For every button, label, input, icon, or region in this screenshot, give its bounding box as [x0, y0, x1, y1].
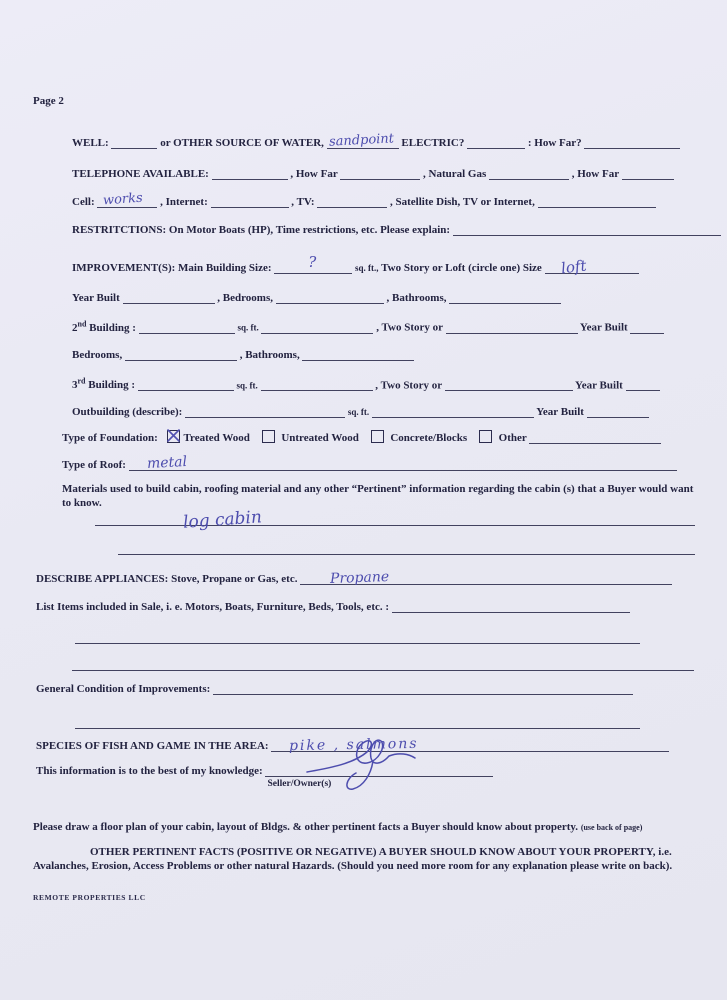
- building2-sqft-label: sq. ft.: [237, 322, 259, 333]
- building2-twostory-input[interactable]: [446, 320, 578, 334]
- continuation-line-3: [75, 715, 697, 731]
- knowledge-label: This information is to the best of my knowledge:: [36, 765, 263, 778]
- bedrooms2-input[interactable]: [125, 347, 237, 361]
- untreated-wood-label: Untreated Wood: [281, 432, 359, 445]
- outbuilding-sqft-input[interactable]: [372, 404, 534, 418]
- page-number: [33, 93, 697, 109]
- year-built-label: Year Built: [72, 292, 120, 304]
- building2-line: [72, 316, 697, 336]
- outbuilding-yearbuilt-label: Year Built: [536, 406, 584, 419]
- materials-input[interactable]: [95, 507, 695, 534]
- building3-twostory-input[interactable]: [445, 377, 573, 391]
- materials-paragraph: [62, 483, 695, 510]
- building2-ordinal: nd: [77, 319, 87, 328]
- electric-label: ELECTRIC?: [401, 137, 465, 149]
- other-facts-paragraph: [33, 845, 697, 874]
- signature-input[interactable]: [265, 763, 493, 790]
- bedrooms-input[interactable]: [276, 290, 384, 304]
- appliances-label: DESCRIBE APPLIANCES: Stove, Propane or Gas, etc.: [36, 573, 298, 586]
- materials-extra-input[interactable]: [118, 541, 695, 555]
- building3-num: 3: [72, 379, 78, 392]
- bedrooms2-line: [72, 347, 697, 363]
- internet-label: , Internet:: [160, 196, 208, 208]
- continuation-line-2: [72, 657, 697, 673]
- well-label: WELL:: [72, 137, 109, 149]
- telephone-line: [72, 166, 697, 182]
- building3-yearbuilt-input[interactable]: [626, 377, 660, 391]
- list-items-input[interactable]: [392, 599, 630, 613]
- roof-label: Type of Roof:: [62, 459, 126, 472]
- roof-input[interactable]: [129, 454, 677, 473]
- building3-yearbuilt-label: Year Built: [575, 379, 623, 392]
- bedrooms2-label: Bedrooms,: [72, 348, 123, 361]
- internet-input[interactable]: [211, 194, 289, 208]
- year-built-line: [72, 290, 697, 306]
- materials-handwriting: log cabin: [182, 507, 263, 534]
- outbuilding-sqft-label: sq. ft.: [347, 407, 370, 418]
- appliances-input[interactable]: [300, 569, 672, 588]
- untreated-wood-checkbox[interactable]: [262, 430, 275, 443]
- building3-size-input[interactable]: [138, 377, 234, 391]
- concrete-blocks-label: Concrete/Blocks: [390, 432, 468, 445]
- telephone-howfar-input[interactable]: [340, 166, 420, 180]
- year-built-input[interactable]: [123, 290, 215, 304]
- main-building-size-input[interactable]: [274, 253, 352, 274]
- condition-line: [36, 681, 697, 697]
- well-line: [72, 131, 697, 151]
- continuation-input-1[interactable]: [75, 630, 640, 644]
- sqft-label: sq. ft.,: [355, 263, 379, 273]
- natural-gas-label: , Natural Gas: [423, 168, 487, 180]
- gas-howfar-label: , How Far: [571, 168, 619, 180]
- cell-line: [72, 190, 697, 210]
- bedrooms-label: , Bedrooms,: [217, 292, 273, 304]
- species-label: SPECIES OF FISH AND GAME IN THE AREA:: [36, 740, 269, 753]
- signer-label: Seller/Owner(s): [267, 779, 332, 790]
- materials-answer-line: [95, 507, 697, 534]
- size-handwriting: ?: [308, 253, 317, 271]
- appliances-line: [36, 571, 697, 587]
- outbuilding-describe-input[interactable]: [185, 404, 345, 418]
- how-far-input[interactable]: [584, 135, 680, 149]
- building3-word: Building :: [88, 379, 136, 392]
- materials-extra-line: [118, 541, 697, 557]
- telephone-input[interactable]: [212, 166, 288, 180]
- building2-yearbuilt-input[interactable]: [630, 320, 664, 334]
- bathrooms2-label: , Bathrooms,: [239, 348, 300, 361]
- treated-wood-label: Treated Wood: [183, 432, 250, 445]
- telephone-label: TELEPHONE AVAILABLE:: [72, 168, 209, 180]
- roof-line: [62, 454, 697, 473]
- building3-sqft-label: sq. ft.: [236, 380, 258, 391]
- building3-label: [72, 376, 136, 392]
- building2-word: Building :: [89, 321, 136, 334]
- list-items-label: List Items included in Sale, i. e. Motors, Boats, Furniture, Beds, Tools, etc. :: [36, 601, 390, 614]
- building3-line: [72, 374, 697, 394]
- restrictions-label: RESTRITCTIONS: On Motor Boats (HP), Time restrictions, etc. Please explain:: [72, 224, 451, 236]
- improvement-label: IMPROVEMENT(S): Main Building Size:: [72, 262, 272, 274]
- floorplan-line: [33, 821, 697, 835]
- floorplan-label: Please draw a floor plan of your cabin, layout of Bldgs. & other pertinent facts a Buyer should know about property.: [33, 821, 579, 834]
- floorplan-note: (use back of page): [580, 823, 643, 833]
- building2-size-input[interactable]: [139, 320, 235, 334]
- page-number-label: Page 2: [33, 95, 64, 107]
- company-footer: REMOTE PROPERTIES LLC: [33, 893, 146, 902]
- condition-label: General Condition of Improvements:: [36, 683, 211, 696]
- bathrooms-label: , Bathrooms,: [386, 292, 447, 304]
- condition-input[interactable]: [213, 681, 633, 695]
- cell-input[interactable]: [97, 190, 157, 209]
- knowledge-line: [36, 763, 697, 790]
- loft-size-input[interactable]: [545, 256, 639, 278]
- continuation-line-1: [75, 630, 697, 646]
- building3-ordinal: rd: [77, 376, 86, 386]
- other-facts-text: OTHER PERTINENT FACTS (POSITIVE OR NEGATIVE) A BUYER SHOULD KNOW ABOUT YOUR PROPERTY, i.e. Avalanches, Erosion, Access Problems or other natural Hazards. (Should you need more room for any explanation please write on back).: [33, 845, 673, 873]
- continuation-input-2[interactable]: [72, 657, 694, 671]
- restrictions-input[interactable]: [453, 222, 721, 236]
- gas-howfar-input[interactable]: [622, 166, 674, 180]
- outbuilding-label: Outbuilding (describe):: [72, 406, 183, 419]
- continuation-input-3[interactable]: [75, 715, 640, 729]
- tv-input[interactable]: [317, 194, 387, 208]
- cell-label: Cell:: [72, 196, 95, 208]
- roof-handwriting: metal: [146, 454, 188, 473]
- satellite-label: , Satellite Dish, TV or Internet,: [390, 196, 535, 208]
- building2-yearbuilt-label: Year Built: [579, 321, 628, 334]
- building2-label: [72, 319, 136, 334]
- treated-wood-checkbox[interactable]: [167, 430, 180, 443]
- telephone-howfar-label: , How Far: [290, 168, 338, 180]
- cell-handwriting: works: [102, 190, 144, 209]
- how-far-label: : How Far?: [527, 137, 582, 149]
- well-input[interactable]: [111, 135, 157, 149]
- outbuilding-yearbuilt-input[interactable]: [587, 404, 649, 418]
- building3-twostory-label: , Two Story or: [375, 379, 442, 392]
- improvement-line: [72, 253, 697, 278]
- restrictions-line: [72, 222, 697, 238]
- other-foundation-input[interactable]: [529, 430, 661, 444]
- bathrooms2-input[interactable]: [302, 347, 414, 361]
- satellite-input[interactable]: [538, 194, 656, 208]
- species-handwriting: pike , salmons: [289, 736, 419, 755]
- other-foundation-label: Other: [498, 432, 527, 445]
- appliances-handwriting: Propane: [329, 569, 390, 588]
- natural-gas-input[interactable]: [489, 166, 569, 180]
- other-foundation-checkbox[interactable]: [479, 430, 492, 443]
- electric-input[interactable]: [467, 135, 525, 149]
- loft-handwriting: loft: [559, 256, 587, 278]
- water-source-handwriting: sandpoint: [328, 131, 394, 150]
- concrete-blocks-checkbox[interactable]: [371, 430, 384, 443]
- bathrooms-input[interactable]: [449, 290, 561, 304]
- list-items-line: [36, 599, 697, 615]
- check-x-mark-icon: [166, 428, 182, 444]
- building2-sqft-input[interactable]: [261, 320, 373, 334]
- building2-twostory-label: , Two Story or: [376, 321, 443, 334]
- other-water-label: or OTHER SOURCE OF WATER,: [160, 137, 324, 149]
- two-story-loft-label: Two Story or Loft (circle one) Size: [381, 262, 542, 274]
- foundation-line: [62, 430, 697, 446]
- materials-text: Materials used to build cabin, roofing material and any other “Pertinent” information regarding the cabin (s) that a Buyer would want to know.: [62, 483, 694, 509]
- water-source-input[interactable]: [327, 131, 399, 150]
- outbuilding-line: [72, 404, 697, 420]
- foundation-label: Type of Foundation:: [62, 432, 158, 445]
- building3-sqft-input[interactable]: [261, 377, 373, 391]
- building2-num: 2: [72, 321, 78, 334]
- tv-label: , TV:: [291, 196, 315, 208]
